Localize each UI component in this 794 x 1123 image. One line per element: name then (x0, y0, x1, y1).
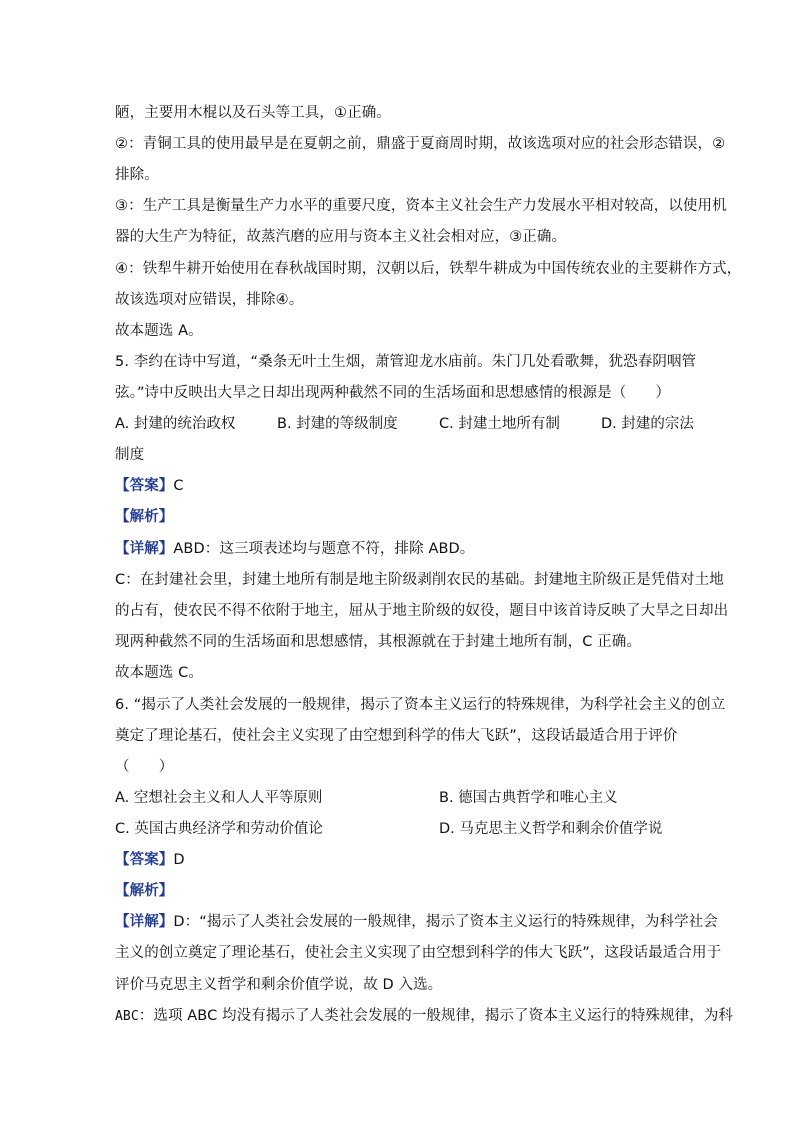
prev-analysis-line-3: 排除。 (115, 167, 159, 183)
q5-option-b: B. 封建的等级制度 (277, 416, 398, 432)
q6-stem-line-1: 6. “揭示了人类社会发展的一般规律，揭示了资本主义运行的特殊规律，为科学社会主义的创立 (115, 697, 726, 713)
q6-analysis-heading (115, 881, 173, 901)
q6-option-a: A. 空想社会主义和人人平等原则 (115, 790, 323, 806)
q5-detail-line-1 (115, 539, 474, 559)
q5-answer (115, 476, 184, 496)
q6-analysis-tag: 【解析】 (115, 883, 174, 899)
q5-stem-line-2: 弦。”诗中反映出大旱之日却出现两种截然不同的生活场面和思想感情的根源是（ ） (115, 385, 671, 401)
q6-detail-line-4 (115, 1006, 733, 1027)
q5-analysis-tag: 【解析】 (115, 509, 174, 525)
q5-detail-line-4: 现两种截然不同的生活场面和思想感情，其根源就在于封建土地所有制，C 正确。 (115, 634, 641, 650)
q5-option-d: D. 封建的宗法 (601, 416, 694, 432)
q5-detail-line-3: 的占有，使农民不得不依附于地主，屈从于地主阶级的奴役，题目中该首诗反映了大旱之日却出 (115, 603, 729, 619)
q6-detail-prefix: ABC (115, 1009, 139, 1024)
q5-option-d-continued: 制度 (115, 447, 145, 463)
q5-answer-value: C (173, 478, 184, 494)
prev-analysis-line-1: 陋，主要用木棍以及石头等工具，①正确。 (115, 105, 391, 121)
prev-analysis-line-2: ②：青铜工具的使用最早是在夏朝之前，鼎盛于夏商周时期，故该选项对应的社会形态错误，② (115, 136, 726, 152)
q6-detail-text-1: D：“揭示了人类社会发展的一般规律，揭示了资本主义运行的特殊规律，为科学社会 (173, 914, 718, 930)
q6-detail-line-2: 主义的创立奠定了理论基石，使社会主义实现了由空想到科学的伟大飞跃”，这段话最适合用于 (115, 945, 722, 961)
prev-analysis-line-7: 故该选项对应错误，排除④。 (115, 292, 304, 308)
q6-option-d: D. 马克思主义哲学和剩余价值学说 (439, 821, 663, 837)
q6-option-b: B. 德国古典哲学和唯心主义 (439, 790, 618, 806)
q6-detail-text-4: ：选项 ABC 均没有揭示了人类社会发展的一般规律，揭示了资本主义运行的特殊规律，为科 (138, 1008, 734, 1024)
q6-detail-tag: 【详解】 (115, 914, 174, 930)
q6-stem-line-3: （ ） (115, 759, 174, 775)
q5-analysis-heading (115, 507, 173, 527)
q5-detail-text-1: ABD：这三项表述均与题意不符，排除 ABD。 (173, 541, 475, 557)
q5-conclusion: 故本题选 C。 (115, 665, 203, 681)
q5-stem-line-1: 5. 李约在诗中写道，“桑条无叶土生烟，萧管迎龙水庙前。朱门几处看歌舞，犹恐春阴咽管 (115, 354, 697, 370)
q5-option-a: A. 封建的统治政权 (115, 416, 236, 432)
q5-detail-line-2: C：在封建社会里，封建土地所有制是地主阶级剥削农民的基础。封建地主阶级正是凭借对土地 (115, 572, 724, 588)
q6-stem-line-2: 奠定了理论基石，使社会主义实现了由空想到科学的伟大飞跃”，这段话最适合用于评价 (115, 728, 678, 744)
prev-analysis-line-5: 器的大生产为特征，故蒸汽磨的应用与资本主义社会相对应，③正确。 (115, 229, 567, 245)
prev-conclusion: 故本题选 A。 (115, 323, 203, 339)
q5-option-c: C. 封建土地所有制 (439, 416, 560, 432)
q5-detail-tag: 【详解】 (115, 541, 174, 557)
q6-detail-line-1 (115, 912, 718, 932)
q6-answer-value: D (173, 852, 185, 868)
prev-analysis-line-4: ③：生产工具是衡量生产力水平的重要尺度，资本主义社会生产力发展水平相对较高，以使用机 (115, 198, 727, 214)
prev-analysis-line-6: ④：铁犁牛耕开始使用在春秋战国时期，汉朝以后，铁犁牛耕成为中国传统农业的主要耕作方式， (115, 261, 742, 277)
q6-detail-line-3: 评价马克思主义哲学和剩余价值学说，故 D 入选。 (115, 977, 443, 993)
q6-answer-tag: 【答案】 (115, 852, 174, 868)
q5-answer-tag: 【答案】 (115, 478, 174, 494)
q6-answer (115, 850, 185, 870)
q6-option-c: C. 英国古典经济学和劳动价值论 (115, 821, 323, 837)
